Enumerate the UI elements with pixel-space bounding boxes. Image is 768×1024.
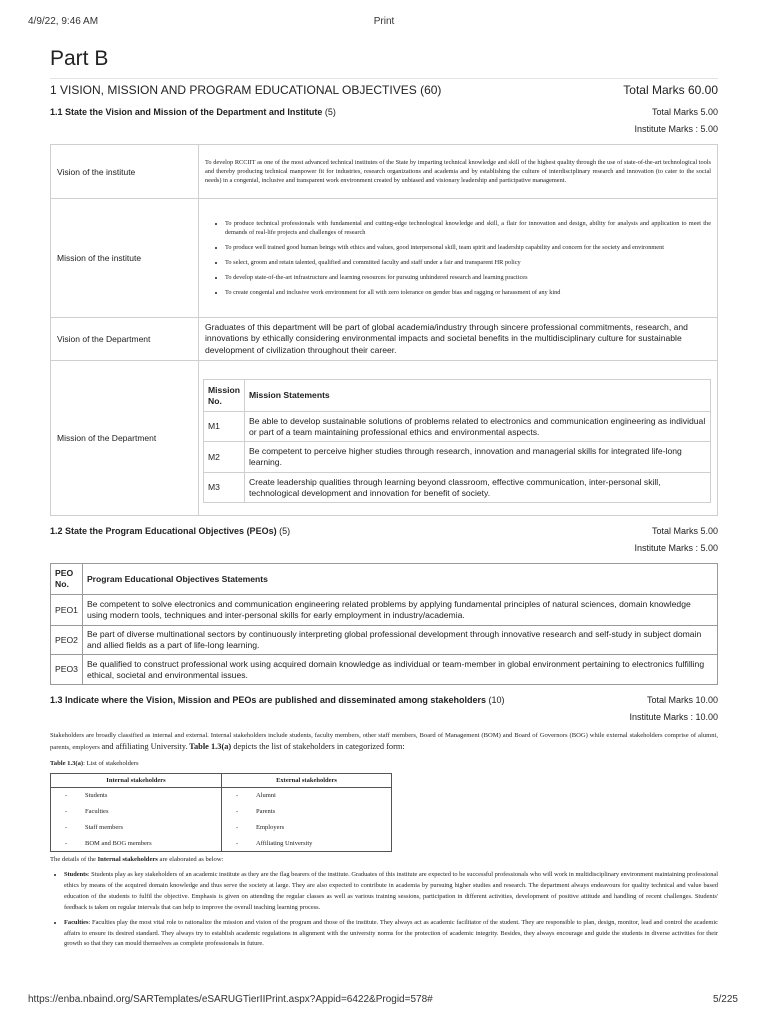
mission-department-row [51, 361, 718, 516]
table-row [204, 442, 711, 473]
vision-department-row [51, 318, 718, 361]
list-item: • Faculties: Faculties play the most vital role to rationalize the mission and vision of the program and those of the institute. They always act as academic facilitator of the student. They are responsible to plan, design, monitor, lead and control the academic affairs to ensure its desired standard. They always try to establish academic regulations in alignment with the university norms for the protection of academic integrity. Besides, they always encourage and guide the students in diverse activities for their growth so that they can mould themselves as complete professionals in future. [64, 918, 718, 951]
stakeholder-term: Students [64, 871, 88, 878]
external-stakeholder: Affiliating University [256, 839, 313, 847]
stakeholders-table [50, 773, 392, 852]
print-header [0, 16, 768, 30]
criterion-title: 1 VISION, MISSION AND PROGRAM EDUCATIONAL OBJECTIVES (60) [50, 82, 442, 97]
section-1-3-total: Total Marks 10.00 [646, 695, 718, 705]
section-1-3-title: 1.3 Indicate where the Vision, Mission and PEOs are published and disseminated among stakeholders [50, 695, 486, 705]
mission-institute-row [51, 199, 718, 318]
peo-no-header: PEO No. [51, 564, 83, 595]
mission-no: M2 [204, 442, 245, 473]
print-datetime: 4/9/22, 9:46 AM [28, 16, 99, 27]
mission-no-header: Mission No. [204, 380, 245, 412]
section-1-2-title: 1.2 State the Program Educational Objectives (PEOs) [50, 526, 277, 536]
peo-no: PEO2 [51, 626, 83, 655]
section-1-2-total: Total Marks 5.00 [651, 526, 718, 536]
list-item: • To create congenial and inclusive work environment for all with zero tolerance on gender bias and ragging or harassment of any kind [225, 288, 711, 297]
mission-statement: Be competent to perceive higher studies through research, innovation and managerial skills for integrated life-long learning. [245, 442, 711, 473]
mission-no: M1 [204, 412, 245, 442]
list-item: • To select, groom and retain talented, qualified and committed faculty and staff under a fair and transparent HR policy [225, 258, 711, 267]
external-stakeholder: Employers [256, 824, 285, 831]
section-1-1-institute-marks: Institute Marks : 5.00 [634, 124, 718, 134]
section-1-1-weight: (5) [324, 107, 336, 117]
peo-statement: Be part of diverse multinational sectors by continuously interpreting global professional development through innovative research and self-study in subject domain and allied fields as a part of life-long learning. [82, 626, 717, 655]
print-title: Print [373, 16, 395, 27]
vision-mission-table [50, 144, 718, 516]
table-row [204, 412, 711, 442]
table-row: - Staff members - Employers [51, 820, 392, 836]
table-row [204, 473, 711, 503]
table-row [51, 595, 718, 626]
external-stakeholder: Parents [256, 808, 276, 815]
criterion-marks: Total Marks 60.00 [623, 82, 718, 97]
internal-stakeholder: Students [85, 792, 108, 800]
list-item: • To produce technical professionals with fundamental and cutting-edge technological knowledge and skill, a flair for innovation and design, ability for analysis and application to meet the demands of real-life projects and challenges of research [225, 219, 711, 237]
table-row: - Students - Alumni [51, 788, 392, 804]
internal-stakeholders-intro: The details of the Internal stakeholders are elaborated as below: [50, 856, 224, 863]
mission-statement: Be able to develop sustainable solutions of problems related to electronics and communication engineering as individual or part of a team maintaining professional ethics and environmental aspects. [245, 412, 711, 442]
vision-department-label: Vision of the Department [51, 318, 199, 361]
external-stakeholder: Alumni [256, 792, 276, 800]
stakeholder-term: Faculties [64, 918, 89, 926]
section-1-1-title: 1.1 State the Vision and Mission of the Department and Institute [50, 107, 323, 117]
stakeholders-table-caption: Table 1.3(a): List of stakeholders [50, 760, 139, 767]
vision-institute-text: To develop RCCIIT as one of the most advanced technical institutes of the State by imparting technical knowledge and skill of the highest quality through the use of state-of-the-art technological tools and thereby producing technical manpower fit for industries, research organizations and academia and by establishing the culture of interdisciplinary research and innovation (to cater to the social needs) in a congenial, inclusive and transparent work environment created by unbiased and visionary leadership and participative management. [199, 145, 718, 199]
section-1-1-header [50, 105, 718, 119]
mission-statement: Create leadership qualities through learning beyond classroom, effective communication, inter-personal skill, technological development and innovation for benefit of society. [245, 473, 711, 503]
peo-statement: Be competent to solve electronics and communication engineering related problems by applying fundamental principles of natural sciences, domain knowledge using modern tools, techniques and inter-personal skills for early employment in industry/academia. [82, 595, 717, 626]
list-item: • Students: Students play as key stakeholders of an academic institute as they are the flag bearers of the institute. Graduates of this institute are expected to be successful professionals who will work in multidisciplinary environment maintaining professional ethics by means of the acquired domain knowledge and thus serve the society at large. They are also expected to contribute in academia by pursuing higher studies and research. The department always endeavours for quality technical and value based education of the students to fulfil the objective. Emphasis is given on attending the regular classes as well as various training sessions, participation in different activities, development of positive attitude and handling of recent challenges. Students' feedback is taken on regular intervals that can help to improve the overall teaching learning process. [64, 870, 718, 914]
vision-department-text: Graduates of this department will be part of global academia/industry through sincere professional commitments, research, and innovations by ethically considering environmental impacts and societal benefits in the multidisciplinary culture for sustainable development of civilization throughout their career. [199, 318, 718, 361]
vision-institute-row [51, 145, 718, 199]
peo-no: PEO1 [51, 595, 83, 626]
print-url: https://enba.nbaind.org/SARTemplates/eSARUGTierIIPrint.aspx?Appid=6422&Progid=578# [28, 994, 433, 1005]
section-1-2-institute-marks: Institute Marks : 5.00 [634, 543, 718, 553]
peo-no: PEO3 [51, 655, 83, 685]
page-number: 5/225 [712, 994, 738, 1005]
peo-statements-header: Program Educational Objectives Statements [82, 564, 717, 595]
external-stakeholders-header: External stakeholders [222, 774, 392, 788]
part-title: Part B [50, 47, 109, 70]
section-1-3-header [50, 693, 718, 707]
table-row: - BOM and BOG members - Affiliating University [51, 836, 392, 852]
internal-stakeholder: Staff members [85, 824, 123, 831]
peo-table [50, 563, 718, 685]
criterion-header [50, 78, 718, 96]
list-item: • To develop state-of-the-art infrastructure and learning resources for pursuing unhindered research and learning practices [225, 273, 711, 282]
table-row: - Faculties - Parents [51, 804, 392, 820]
mission-statements-header: Mission Statements [245, 380, 711, 412]
internal-stakeholder: Faculties [85, 808, 109, 815]
mission-institute-label: Mission of the institute [51, 199, 199, 318]
table-reference: Table 1.3(a) [189, 742, 232, 751]
internal-stakeholders-list [50, 870, 718, 950]
mission-no: M3 [204, 473, 245, 503]
report-content [50, 46, 718, 954]
table-row [51, 626, 718, 655]
internal-stakeholders-header: Internal stakeholders [51, 774, 222, 788]
peo-statement: Be qualified to construct professional work using acquired domain knowledge as individual or team-member in global environment pertaining to electronics fulfilling ethical, societal and environmental issues. [82, 655, 717, 685]
vision-institute-label: Vision of the institute [51, 145, 199, 199]
mission-department-label: Mission of the Department [51, 361, 199, 516]
section-1-3-weight: (10) [488, 695, 505, 705]
mission-institute-list [205, 219, 711, 297]
internal-stakeholder: BOM and BOG members [85, 839, 152, 847]
list-item: • To produce well trained good human beings with ethics and values, good interpersonal skill, team spirit and leadership capability and concern for the society and environment [225, 243, 711, 252]
section-1-2-weight: (5) [279, 526, 291, 536]
section-1-2-header [50, 524, 718, 538]
stakeholders-intro: Stakeholders are broadly classified as internal and external. Internal stakeholders include students, faculty members, other staff members, Board of Management (BOM) and Board of Governors (BOG) while external stakeholders comprise of alumni, parents, employers and affiliating University. Table 1.3(a) depicts the list of stakeholders in categorized form: [50, 732, 718, 751]
section-1-3-institute-marks: Institute Marks : 10.00 [629, 712, 718, 722]
section-1-1-total: Total Marks 5.00 [651, 107, 718, 117]
mission-statements-table [203, 379, 711, 503]
table-row [51, 655, 718, 685]
